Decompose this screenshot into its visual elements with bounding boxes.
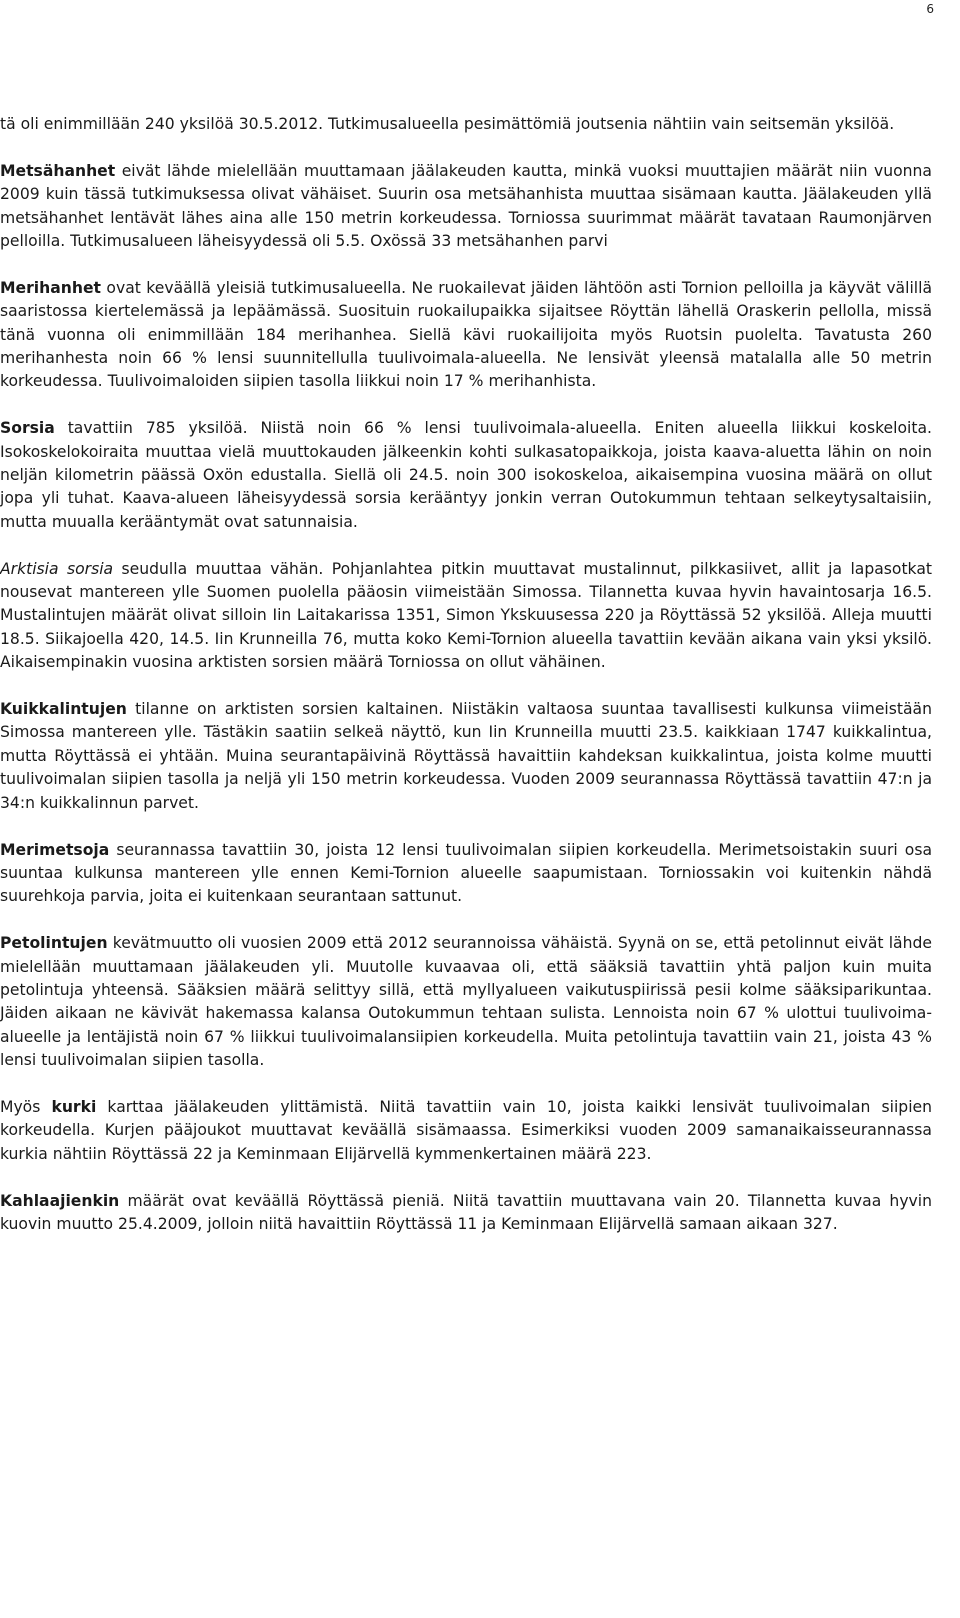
paragraph-merimetsot	[0, 839, 932, 909]
paragraph-text: tilanne on arktisten sorsien kaltainen. Niistäkin valtaosa suuntaa tavallisesti kulkunsa viimeistään Simossa mantereen ylle. Tästäkin saatiin selkeä näyttö, kun Iin Krunneilla muutti 23.5. kaikkiaan 1747 kuikkalintua, mutta Röyttässä ei yhtään. Muina seurantapäivinä Röyttässä havaittiin kahdeksan kuikkalintua, joista kolme muutti tuulivoimalan siipien tasolla ja neljä yli 150 metrin korkeudessa. Vuoden 2009 seurannassa Röyttässä tavattiin 47:n ja 34:n kuikkalinnun parvet.	[0, 700, 932, 812]
paragraph-text: ovat keväällä yleisiä tutkimusalueella. Ne ruokailevat jäiden lähtöön asti Tornion pelloilla ja käyvät välillä saaristossa kiertelemässä ja lepäämässä. Suosituin ruokailupaikka sijaitsee Röyttän lähellä Oraskerin pellolla, missä tänä vuonna oli enimmillään 184 merihanhea. Siellä kävi ruokailijoita myös Ruotsin puolelta. Tavatusta 260 merihanhesta noin 66 % lensi suunnitellulla tuulivoimala-alueella. Ne lensivät yleensä matalalla alle 50 metrin korkeudessa. Tuulivoimaloiden siipien tasolla liikkui noin 17 % merihanhista.	[0, 278, 932, 391]
paragraph-petolinnut	[0, 932, 932, 1072]
paragraph-merihanhet	[0, 277, 932, 394]
document-body	[0, 113, 932, 1260]
paragraph-joutsenet	[0, 113, 932, 136]
species-heading: Kuikkalintujen	[0, 700, 127, 719]
species-heading: kurki	[51, 1097, 97, 1116]
paragraph-metsahanhet	[0, 160, 932, 254]
paragraph-text: tä oli enimmillään 240 yksilöä 30.5.2012. Tutkimusalueella pesimättömiä joutsenia nähtiin vain seitsemän yksilöä.	[0, 115, 895, 133]
species-heading: Metsähanhet	[0, 161, 116, 180]
species-heading: Merihanhet	[0, 278, 101, 297]
paragraph-kurki	[0, 1096, 932, 1166]
paragraph-text: määrät ovat keväällä Röyttässä pieniä. Niitä tavattiin muuttavana vain 20. Tilannetta kuvaa hyvin kuovin muutto 25.4.2009, jolloin niitä havaittiin Röyttässä 11 ja Keminmaan Elijärvellä samaan aikaan 327.	[0, 1191, 932, 1233]
species-heading: Merimetsoja	[0, 840, 110, 859]
paragraph-sorsat	[0, 417, 932, 534]
paragraph-kuikkalinnut	[0, 698, 932, 815]
page-number: 6	[926, 2, 934, 16]
paragraph-text: tavattiin 785 yksilöä. Niistä noin 66 % lensi tuulivoimala-alueella. Eniten alueella liikkui koskeloita. Isokoskelokoiraita muuttaa vielä muuttokauden jälkeenkin kohti sulkasatopaikkoja, joista kaava-aluetta lähin on noin neljän kilometrin päässä Oxön edustalla. Siellä oli 24.5. noin 300 isokoskeloa, aikaisempina vuosina määrä on ollut jopa yli tuhat. Kaava-alueen läheisyydessä sorsia kerääntyy jonkin verran Outokummun tehtaan selkeytysaltaisiin, mutta muualla kerääntymät ovat satunnaisia.	[0, 419, 932, 531]
paragraph-text: karttaa jäälakeuden ylittämistä. Niitä tavattiin vain 10, joista kaikki lensivät tuulivoimalan siipien korkeudella. Kurjen pääjoukot muuttavat keväällä sisämaassa. Esimerkiksi vuoden 2009 samanaikaisseurannassa kurkia nähtiin Röyttässä 22 ja Keminmaan Elijärvellä kymmenkertainen määrä 223.	[0, 1097, 933, 1163]
species-heading: Kahlaajienkin	[0, 1191, 120, 1210]
paragraph-text: kevätmuutto oli vuosien 2009 että 2012 seurannoissa vähäistä. Syynä on se, että petolinnut eivät lähde mielellään muuttamaan jäälakeuden yli. Muutolle kuvaavaa oli, että sääksiä tavattiin yhtä paljon kuin muita petolintuja yhteensä. Sääksien määrä selittyy sillä, että myllyalueen vaikutuspiirissä pesii kolme sääksiparikuntaa. Jäiden aikaan ne kävivät hakemassa kalansa Outokummun tehtaan sulista. Lennoista noin 67 % ulottui tuulivoima-alueelle ja lentäjistä noin 67 % liikkui tuulivoimalansiipien korkeudella. Muita petolintuja tavattiin vain 21, joista 43 % lensi tuulivoimalan siipien tasolla.	[0, 934, 932, 1070]
paragraph-arktiset-sorsat	[0, 558, 932, 675]
paragraph-text: seudulla muuttaa vähän. Pohjanlahtea pitkin muuttavat mustalinnut, pilkkasiivet, allit ja lapasotkat nousevat mantereen ylle Suomen puolella pääosin viimeistään Simossa. Tilannetta kuvaa hyvin havaintosarja 16.5. Mustalintujen määrät olivat silloin Iin Laitakarissa 1351, Simon Ykskuusessa 220 ja Röyttässä 52 yksilöä. Alleja muutti 18.5. Siikajoella 420, 14.5. Iin Krunneilla 76, mutta koko Kemi-Tornion alueella tavattiin kevään aikana vain yksi yksilö. Aikaisempinakin vuosina arktisten sorsien määrä Torniossa on ollut vähäinen.	[0, 559, 932, 672]
species-heading: Petolintujen	[0, 934, 108, 953]
species-heading: Sorsia	[0, 419, 55, 438]
paragraph-text: eivät lähde mielellään muuttamaan jäälakeuden kautta, minkä vuoksi muuttajien määrät niin vuonna 2009 kuin tässä tutkimuksessa olivat vähäiset. Suurin osa metsähanhista muuttaa sisämaan kautta. Jäälakeuden yllä metsähanhet lentävät lähes aina alle 150 metrin korkeudessa. Torniossa suurimmat määrät tavataan Raumonjärven pelloilla. Tutkimusalueen läheisyydessä oli 5.5. Oxössä 33 metsähanhen parvi	[0, 161, 932, 251]
paragraph-kahlaajat	[0, 1190, 932, 1237]
paragraph-text: Myös	[0, 1097, 52, 1116]
species-heading: Arktisia sorsia	[0, 559, 114, 578]
paragraph-text: seurannassa tavattiin 30, joista 12 lensi tuulivoimalan siipien korkeudella. Merimetsoistakin suuri osa suuntaa kulkunsa mantereen ylle ennen Kemi-Tornion alueelle saapumistaan. Torniossakin voi kuitenkin nähdä suurehkoja parvia, joita ei kuitenkaan seurantaan sattunut.	[0, 840, 932, 906]
